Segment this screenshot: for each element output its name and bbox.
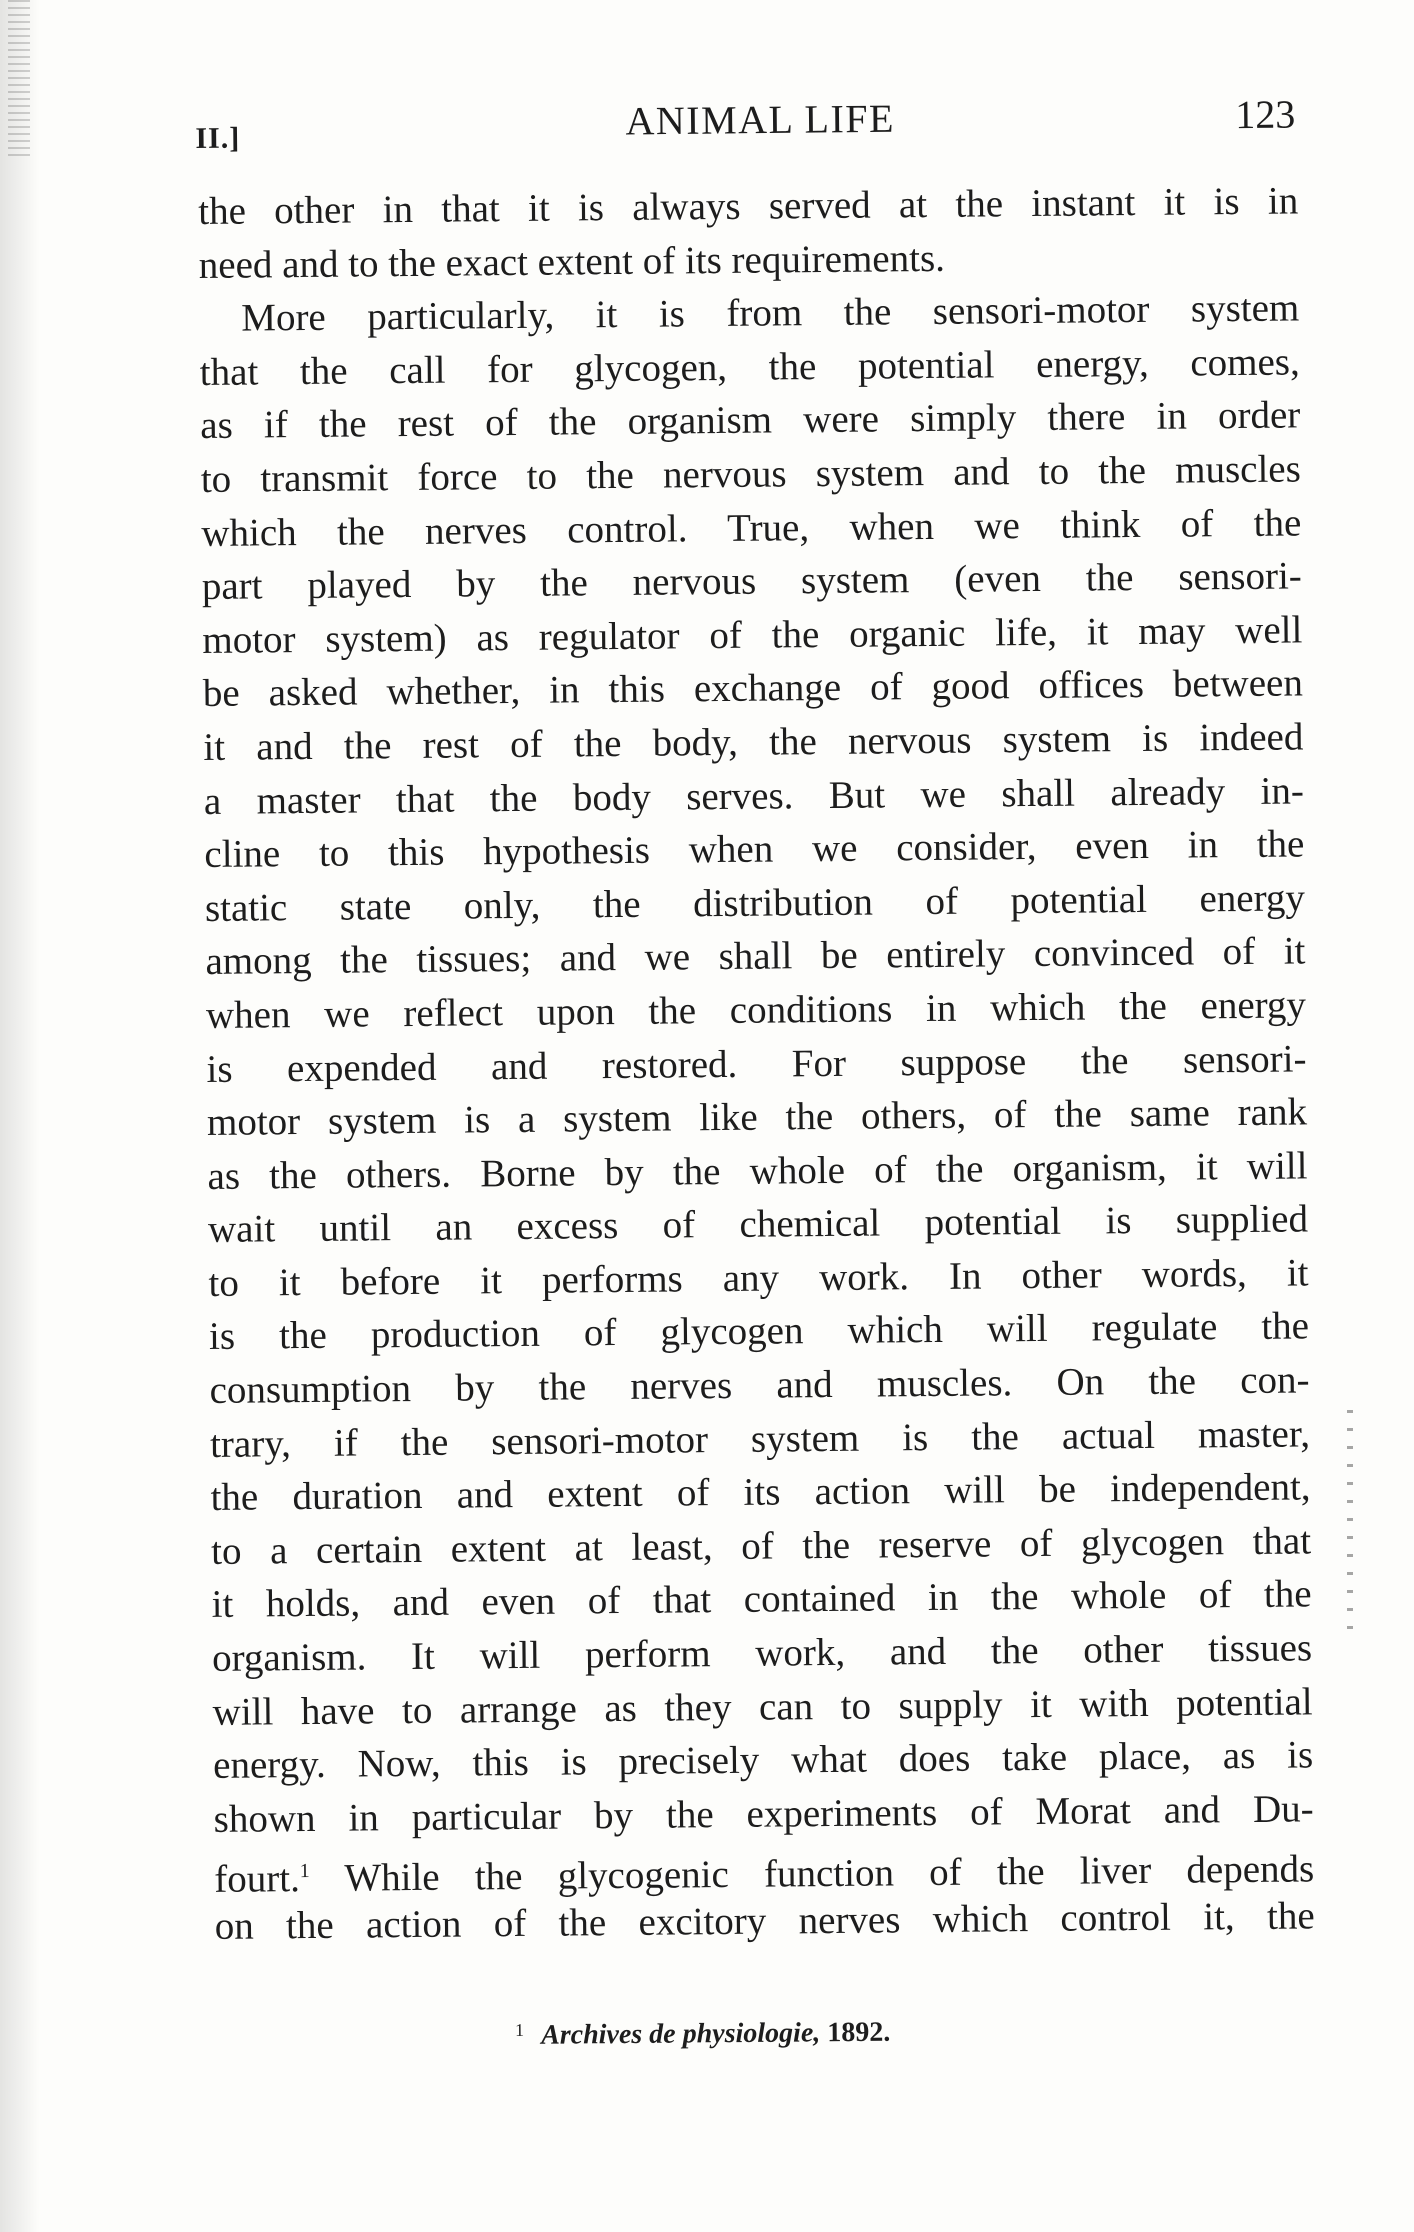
text-line: it holds, and even of that contained in the whole of the <box>211 1572 1312 1627</box>
text-line: trary, if the sensori-motor system is the actual master, <box>209 1412 1311 1466</box>
text-line: is expended and restored. For suppose the sensori- <box>206 1036 1307 1091</box>
text-line: as the others. Borne by the whole of the organism, it will <box>207 1144 1308 1198</box>
text-line: More particularly, it is from the sensori-motor system <box>241 286 1300 340</box>
page-number: 123 <box>1234 91 1296 138</box>
text-line: be asked whether, in this exchange of good offices between <box>202 661 1304 716</box>
text-line: when we reflect upon the conditions in which the energy <box>205 983 1307 1037</box>
binding-edge-shadow <box>0 0 40 2232</box>
text-line: wait until an excess of chemical potential is supplied <box>207 1197 1309 1252</box>
text-line: among the tissues; and we shall be entirely convinced of it <box>205 929 1306 984</box>
text-line: that the call for glycogen, the potential energy, comes, <box>199 340 1300 394</box>
running-title: ANIMAL LIFE <box>625 95 896 144</box>
footnote-reference: 1 <box>299 1860 310 1883</box>
text-line: the other in that it is always served at the instant it is in <box>198 179 1299 233</box>
text-line: cline to this hypothesis when we consider, even in the <box>204 822 1305 877</box>
body-text <box>198 174 1315 1953</box>
margin-marks <box>1347 1410 1353 1640</box>
text-line: organism. It will perform work, and the other tissues <box>211 1626 1313 1680</box>
footnote-title: Archives de physiologie, <box>540 2017 821 2051</box>
page-header <box>195 90 1296 162</box>
text-line: motor system is a system like the others, of the same rank <box>206 1090 1308 1145</box>
text-segment: fourt. <box>214 1857 301 1902</box>
text-line: will have to arrange as they can to supply it with potential <box>212 1679 1313 1734</box>
text-line: to transmit force to the nervous system and to the muscles <box>200 447 1301 501</box>
text-line: part played by the nervous system (even the sensori- <box>201 554 1303 609</box>
text-segment: While the glycogenic function of the liver depends <box>309 1847 1315 1901</box>
binding-edge-marks <box>8 0 30 160</box>
text-line: need and to the exact extent of its requirements. <box>198 236 946 287</box>
text-line: static state only, the distribution of potential energy <box>204 876 1306 930</box>
text-line: a master that the body serves. But we shall already in- <box>203 768 1305 823</box>
text-line: consumption by the nerves and muscles. On the con- <box>209 1358 1310 1413</box>
text-line: on the action of the excitory nerves which control it, the <box>214 1894 1315 1948</box>
text-line: is the production of glycogen which will regulate the <box>208 1304 1310 1359</box>
text-line: the duration and extent of its action will be independent, <box>210 1465 1311 1520</box>
text-line: it and the rest of the body, the nervous system is indeed <box>203 715 1304 769</box>
text-line: as if the rest of the organism were simply there in order <box>200 393 1301 448</box>
text-line: motor system) as regulator of the organic life, it may well <box>202 608 1303 662</box>
footnote-mark: 1 <box>515 2019 525 2040</box>
footnote-year: 1892. <box>827 2016 891 2049</box>
section-marker: II.] <box>195 121 241 155</box>
text-line: which the nerves control. True, when we think of the <box>201 500 1302 555</box>
text-line: shown in particular by the experiments of Morat and Du- <box>213 1787 1314 1841</box>
text-line: energy. Now, this is precisely what does take place, as is <box>212 1733 1314 1788</box>
footnote <box>515 2017 890 2052</box>
text-line: to it before it performs any work. In other words, it <box>208 1251 1309 1305</box>
text-line: to a certain extent at least, of the reserve of glycogen that <box>210 1519 1312 1573</box>
